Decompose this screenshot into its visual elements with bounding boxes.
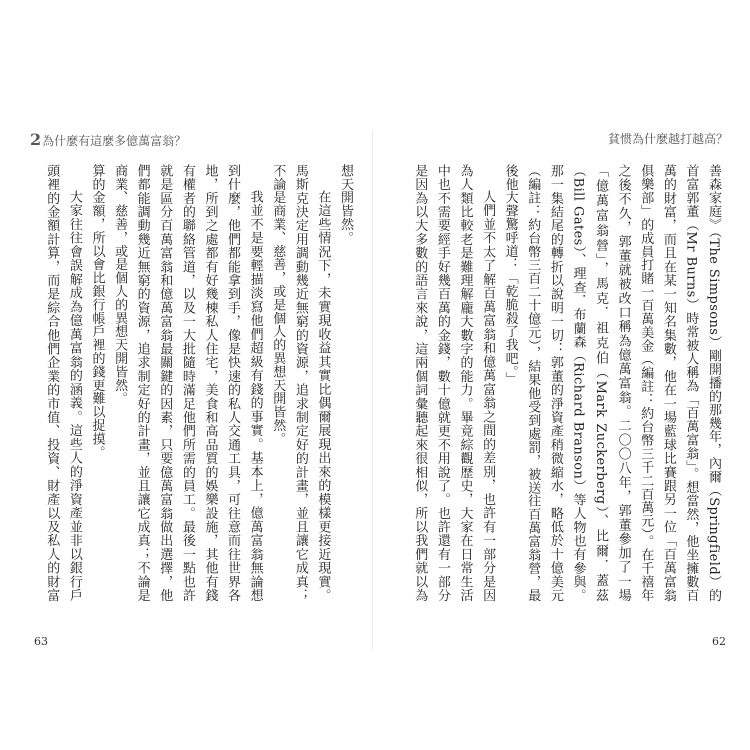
book-gutter	[372, 130, 373, 650]
left-page-body	[42, 164, 356, 602]
right-page-body	[406, 164, 724, 602]
left-page	[28, 130, 356, 650]
chapter-title: 為什麼有這麼多億萬富翁？	[42, 134, 187, 148]
paragraph: 人們並不太了解百萬富翁和億萬富翁之間的差別，也許有一部分是因為人類比較老是難理解龐大數字的能力。畢竟綜觀歷史，大家在日常生活中也不需要經手好幾百萬的金錢，數十億就更不用說了。也許還有一部分是因為以大多數的語言來說，這兩個詞彙聽起來很相似，所以我們就以為	[412, 164, 496, 602]
paragraph: 大家往往會誤解成為億萬富翁的涵義。這些人的淨資產並非以銀行戶頭裡的金額計算，而是綜合他們企業的市值、投資、財產以及私人的財富	[44, 164, 82, 602]
paragraph: 算的金額，所以會比銀行帳戶裡的錢更難以捉摸。	[89, 164, 105, 459]
page-number-left: 63	[34, 635, 48, 648]
right-page	[396, 130, 728, 650]
page-number-right: 62	[712, 635, 726, 648]
paragraph: 在這些情況下，未實現收益其實比偶爾展現出來的模樣更接近現實。馬斯克決定用調動幾近無窮的資源，追求制定好的計畫，並且讓它成真；不論是商業、慈善，或是個人的異想天開皆然。	[270, 164, 331, 602]
running-head-right: 貧惯為什麼越打越高？	[607, 132, 728, 146]
paragraph: 善森家庭》（The Simpsons）剛開播的那幾年，內爾（Springfield）的首富郭董（Mr Burns）時常被人稱為「百萬富翁」。想當然，他坐擁數百萬的財富，而且在某一知名集數，他在一場藍球比賽跟另一位「百萬富翁俱樂部」的成員打賭一百萬美金（編註：約台幣三千二百萬元）。在千禧年之後不久，郭董就被改口稱為億萬富翁。二〇〇八年，郭董參加了一場「億萬富翁營」，馬克．祖克伯（Mark Zuckerberg）、比爾．蓋茲（Bill Gates）、理查．布蘭森（Richard Branson）等人物也有參與。那一集結尾的轉折以說明一切：郭董的淨資產稍微縮水，略低於十億美元（編註：約台幣三百二十億元），結果他受到處罰，被送往百萬富翁營，最後他大聲驚呼道：「乾脆殺了我吧。」	[502, 164, 721, 602]
running-head-left	[30, 130, 186, 149]
chapter-number: 2	[30, 130, 42, 149]
paragraph: 想天開皆然。	[338, 164, 353, 245]
paragraph: 我並不是要輕描淡寫他們超級有錢的事實。基本上，億萬富翁無論想到什麼，他們都能拿到手，像是快速的私人交通工具，可往意而往世界各地，所到之處都有好幾棟私人住宅，美食和高品質的娛樂設施，其他有錢有權者的聯絡管道，以及一大批隨時滿足他們所需的員工。最後一點也許就是區分百萬富翁和億萬富翁最關鍵的因素，只要億萬富翁做出選擇，他們都能調動幾近無窮的資源，追求制定好的計畫，並且讓它成真；不論是商業、慈善，或是個人的異想天開皆然。	[112, 164, 263, 602]
